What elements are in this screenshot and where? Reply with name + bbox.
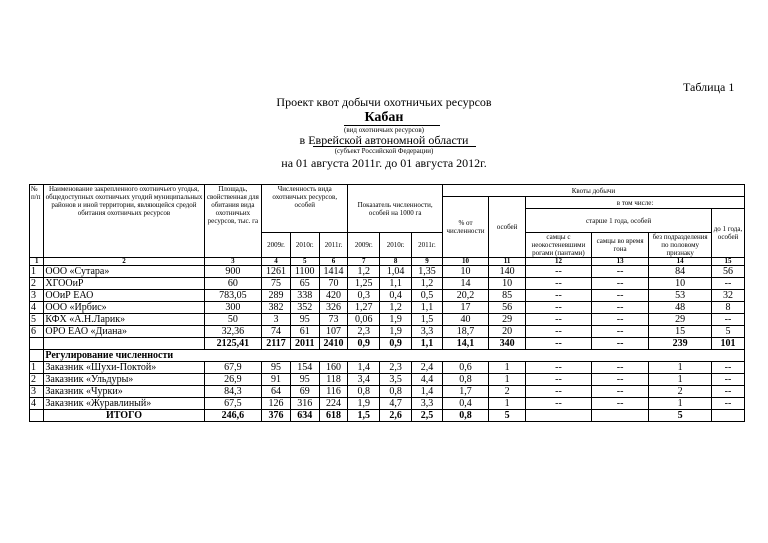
cell: 29 — [649, 314, 712, 326]
cell: -- — [526, 314, 592, 326]
header-pct: % от численности — [442, 197, 488, 258]
cell: -- — [526, 302, 592, 314]
cell: 900 — [204, 266, 262, 278]
cell: 376 — [262, 410, 291, 422]
cell: 316 — [290, 398, 319, 410]
cell: 1,9 — [380, 326, 412, 338]
cell: 3,4 — [348, 374, 380, 386]
header-individuals: особей — [489, 197, 526, 258]
column-number: 15 — [711, 258, 744, 266]
cell: -- — [526, 386, 592, 398]
total-row — [30, 410, 745, 422]
cell: 29 — [489, 314, 526, 326]
cell: 0,06 — [348, 314, 380, 326]
cell: 1,04 — [380, 266, 412, 278]
cell: ООиР ЕАО — [44, 290, 204, 302]
cell: ОРО ЕАО «Диана» — [44, 326, 204, 338]
cell: ООО «Ирбис» — [44, 302, 204, 314]
cell: 340 — [489, 338, 526, 350]
cell: 618 — [319, 410, 348, 422]
cell: 56 — [489, 302, 526, 314]
table-row — [30, 398, 745, 410]
cell: 352 — [290, 302, 319, 314]
cell: Заказник «Журавлиный» — [44, 398, 204, 410]
cell: 1,27 — [348, 302, 380, 314]
cell: 107 — [319, 326, 348, 338]
table-row — [30, 326, 745, 338]
cell: -- — [526, 326, 592, 338]
table-row — [30, 374, 745, 386]
cell: 2117 — [262, 338, 291, 350]
header-including: в том числе: — [526, 197, 745, 209]
cell: 18,7 — [442, 326, 488, 338]
cell — [711, 410, 744, 422]
column-number: 13 — [591, 258, 649, 266]
cell: 2125,41 — [204, 338, 262, 350]
cell: 101 — [711, 338, 744, 350]
period-text: на 01 августа 2011г. до 01 августа 2012г. — [281, 156, 487, 170]
cell: -- — [526, 278, 592, 290]
cell: 0,8 — [380, 386, 412, 398]
cell: -- — [711, 386, 744, 398]
cell: 5 — [711, 326, 744, 338]
cell: 4,7 — [380, 398, 412, 410]
cell: -- — [711, 398, 744, 410]
cell: 0,9 — [348, 338, 380, 350]
cell: 154 — [290, 362, 319, 374]
table-row — [30, 362, 745, 374]
cell: 1,1 — [380, 278, 412, 290]
cell: 2410 — [319, 338, 348, 350]
cell: 140 — [489, 266, 526, 278]
cell: 5 — [489, 410, 526, 422]
cell: 10 — [649, 278, 712, 290]
column-number: 8 — [380, 258, 412, 266]
cell: 2011 — [290, 338, 319, 350]
cell: -- — [526, 338, 592, 350]
cell: 67,9 — [204, 362, 262, 374]
region-name: в Еврейской автономной области — [299, 133, 469, 147]
cell: 4 — [30, 302, 44, 314]
cell: -- — [591, 326, 649, 338]
cell: 1261 — [262, 266, 291, 278]
cell: 3 — [262, 314, 291, 326]
header-year: 2009г. — [262, 233, 291, 258]
cell: 2,5 — [412, 410, 443, 422]
cell: 26,9 — [204, 374, 262, 386]
cell: 1,9 — [380, 314, 412, 326]
cell: 2,3 — [380, 362, 412, 374]
cell: 3,3 — [412, 398, 443, 410]
species-name: Кабан — [364, 110, 404, 125]
table-row — [30, 290, 745, 302]
cell: 0,6 — [442, 362, 488, 374]
cell: 73 — [319, 314, 348, 326]
cell: 85 — [489, 290, 526, 302]
cell: 2,4 — [412, 362, 443, 374]
cell: 0,4 — [380, 290, 412, 302]
cell — [30, 338, 44, 350]
cell — [526, 410, 592, 422]
cell: 5 — [30, 314, 44, 326]
cell: 69 — [290, 386, 319, 398]
cell: 14 — [442, 278, 488, 290]
cell: 300 — [204, 302, 262, 314]
header-under1: до 1 года, особей — [711, 209, 744, 258]
cell: 20 — [489, 326, 526, 338]
cell: 2,3 — [348, 326, 380, 338]
cell: 289 — [262, 290, 291, 302]
table-row — [30, 386, 745, 398]
cell: 116 — [319, 386, 348, 398]
cell: -- — [591, 278, 649, 290]
cell: 160 — [319, 362, 348, 374]
cell: 1 — [30, 362, 44, 374]
header-area: Площадь, свойственная для обитания вида охотничьих ресурсов, тыс. га — [204, 185, 262, 258]
cell — [30, 350, 44, 362]
column-number: 9 — [412, 258, 443, 266]
table-row — [30, 302, 745, 314]
cell: 4,4 — [412, 374, 443, 386]
cell: 326 — [319, 302, 348, 314]
cell: 0,4 — [442, 398, 488, 410]
cell: -- — [591, 314, 649, 326]
cell: 2 — [30, 374, 44, 386]
cell: ХГООиР — [44, 278, 204, 290]
cell: Заказник «Ульдуры» — [44, 374, 204, 386]
cell: 65 — [290, 278, 319, 290]
cell: ИТОГО — [44, 410, 204, 422]
cell: 0,8 — [442, 374, 488, 386]
header-num: № п/п — [30, 185, 44, 258]
cell: 1,5 — [412, 314, 443, 326]
cell: 2 — [489, 386, 526, 398]
species-caption: (вид охотничьих ресурсов) — [344, 126, 424, 134]
cell: 634 — [290, 410, 319, 422]
column-number: 11 — [489, 258, 526, 266]
cell: -- — [526, 398, 592, 410]
header-year: 2009г. — [348, 233, 380, 258]
column-number: 6 — [319, 258, 348, 266]
cell: 1,7 — [442, 386, 488, 398]
cell: 1,25 — [348, 278, 380, 290]
column-number: 12 — [526, 258, 592, 266]
cell: -- — [591, 374, 649, 386]
cell: 53 — [649, 290, 712, 302]
cell: 1 — [489, 374, 526, 386]
cell: 84,3 — [204, 386, 262, 398]
header-density: Показатель численности, особей на 1000 га — [348, 185, 443, 233]
cell: 1,2 — [380, 302, 412, 314]
cell: 64 — [262, 386, 291, 398]
cell: 95 — [290, 314, 319, 326]
column-number: 5 — [290, 258, 319, 266]
column-number: 14 — [649, 258, 712, 266]
column-number: 7 — [348, 258, 380, 266]
cell: 1414 — [319, 266, 348, 278]
cell: -- — [591, 266, 649, 278]
cell: 60 — [204, 278, 262, 290]
cell: 1,35 — [412, 266, 443, 278]
cell: 1100 — [290, 266, 319, 278]
cell: 32,36 — [204, 326, 262, 338]
cell: 10 — [489, 278, 526, 290]
cell: 1,9 — [348, 398, 380, 410]
cell: 95 — [262, 362, 291, 374]
cell: 70 — [319, 278, 348, 290]
cell: 61 — [290, 326, 319, 338]
cell: 0,9 — [380, 338, 412, 350]
column-number-row — [30, 258, 745, 266]
cell: 420 — [319, 290, 348, 302]
cell — [44, 338, 204, 350]
cell: 1,5 — [348, 410, 380, 422]
header-year: 2011г. — [319, 233, 348, 258]
cell: 1 — [649, 398, 712, 410]
cell: 224 — [319, 398, 348, 410]
cell: 2 — [30, 278, 44, 290]
subtotal-row — [30, 338, 745, 350]
cell: 48 — [649, 302, 712, 314]
cell: -- — [591, 290, 649, 302]
cell: 2 — [649, 386, 712, 398]
header-no-sex: без подразделения по половому признаку — [649, 233, 712, 258]
cell — [30, 410, 44, 422]
cell: 1,2 — [412, 278, 443, 290]
cell: 118 — [319, 374, 348, 386]
cell: 0,8 — [442, 410, 488, 422]
column-number: 10 — [442, 258, 488, 266]
cell: 95 — [290, 374, 319, 386]
cell: 32 — [711, 290, 744, 302]
cell: Заказник «Шухи-Поктой» — [44, 362, 204, 374]
cell: Заказник «Чурки» — [44, 386, 204, 398]
cell: 10 — [442, 266, 488, 278]
table-row — [30, 278, 745, 290]
cell: -- — [711, 314, 744, 326]
cell: -- — [591, 398, 649, 410]
cell: 40 — [442, 314, 488, 326]
cell: -- — [711, 362, 744, 374]
cell: -- — [526, 290, 592, 302]
cell: 246,6 — [204, 410, 262, 422]
header-population: Численность вида охотничьих ресурсов, особей — [262, 185, 348, 233]
cell: 783,05 — [204, 290, 262, 302]
cell: 84 — [649, 266, 712, 278]
column-number: 3 — [204, 258, 262, 266]
cell: 126 — [262, 398, 291, 410]
cell: 4 — [30, 398, 44, 410]
cell: 15 — [649, 326, 712, 338]
cell: 91 — [262, 374, 291, 386]
cell: -- — [526, 362, 592, 374]
cell: 3,3 — [412, 326, 443, 338]
quota-table — [29, 184, 745, 422]
regulation-label: Регулирование численности — [44, 350, 745, 362]
cell: -- — [711, 278, 744, 290]
header-year: 2011г. — [412, 233, 443, 258]
cell: 75 — [262, 278, 291, 290]
cell: 1,4 — [412, 386, 443, 398]
cell: -- — [591, 386, 649, 398]
cell: -- — [711, 374, 744, 386]
cell: 1 — [649, 362, 712, 374]
cell: 1 — [30, 266, 44, 278]
cell: 382 — [262, 302, 291, 314]
cell: -- — [526, 374, 592, 386]
header-males-rut: самцы во время гона — [591, 233, 649, 258]
table-row — [30, 266, 745, 278]
cell: ООО «Сутара» — [44, 266, 204, 278]
column-number: 4 — [262, 258, 291, 266]
cell: -- — [591, 362, 649, 374]
cell: 17 — [442, 302, 488, 314]
header-name: Наименование закрепленного охотничьего угодья, общедоступных охотничьих угодий муниципальных районов и иной территории, являющейся средой обитания охотничьих ресурсов — [44, 185, 204, 258]
cell: 338 — [290, 290, 319, 302]
document-title: Проект квот добычи охотничьих ресурсов — [276, 95, 492, 109]
header-males-antlers: самцы с неокостеневшими рогами (пантами) — [526, 233, 592, 258]
cell: 6 — [30, 326, 44, 338]
cell: 1,1 — [412, 338, 443, 350]
cell: 1 — [649, 374, 712, 386]
cell: 1,2 — [348, 266, 380, 278]
header-year: 2010г. — [380, 233, 412, 258]
cell: 1,4 — [348, 362, 380, 374]
cell: 1,1 — [412, 302, 443, 314]
table-row — [30, 314, 745, 326]
cell: -- — [591, 302, 649, 314]
header-quotas: Квоты добычи — [442, 185, 744, 197]
cell: 1 — [489, 362, 526, 374]
cell: -- — [591, 338, 649, 350]
cell — [591, 410, 649, 422]
cell: 0,3 — [348, 290, 380, 302]
cell: 3 — [30, 386, 44, 398]
cell: 3,5 — [380, 374, 412, 386]
cell: 1 — [489, 398, 526, 410]
cell: 0,8 — [348, 386, 380, 398]
header-older: старше 1 года, особей — [526, 209, 712, 233]
cell: -- — [526, 266, 592, 278]
cell: 74 — [262, 326, 291, 338]
cell: 2,6 — [380, 410, 412, 422]
table-label: Таблица 1 — [683, 80, 735, 94]
cell: 67,5 — [204, 398, 262, 410]
cell: 20,2 — [442, 290, 488, 302]
cell: 239 — [649, 338, 712, 350]
cell: 3 — [30, 290, 44, 302]
cell: 8 — [711, 302, 744, 314]
header-year: 2010г. — [290, 233, 319, 258]
cell: 0,5 — [412, 290, 443, 302]
column-number: 2 — [44, 258, 204, 266]
cell: 14,1 — [442, 338, 488, 350]
cell: КФХ «А.Н.Ларик» — [44, 314, 204, 326]
cell: 5 — [649, 410, 712, 422]
cell: 50 — [204, 314, 262, 326]
region-caption: (субъект Российской Федерации) — [334, 147, 434, 155]
cell: 56 — [711, 266, 744, 278]
column-number: 1 — [30, 258, 44, 266]
